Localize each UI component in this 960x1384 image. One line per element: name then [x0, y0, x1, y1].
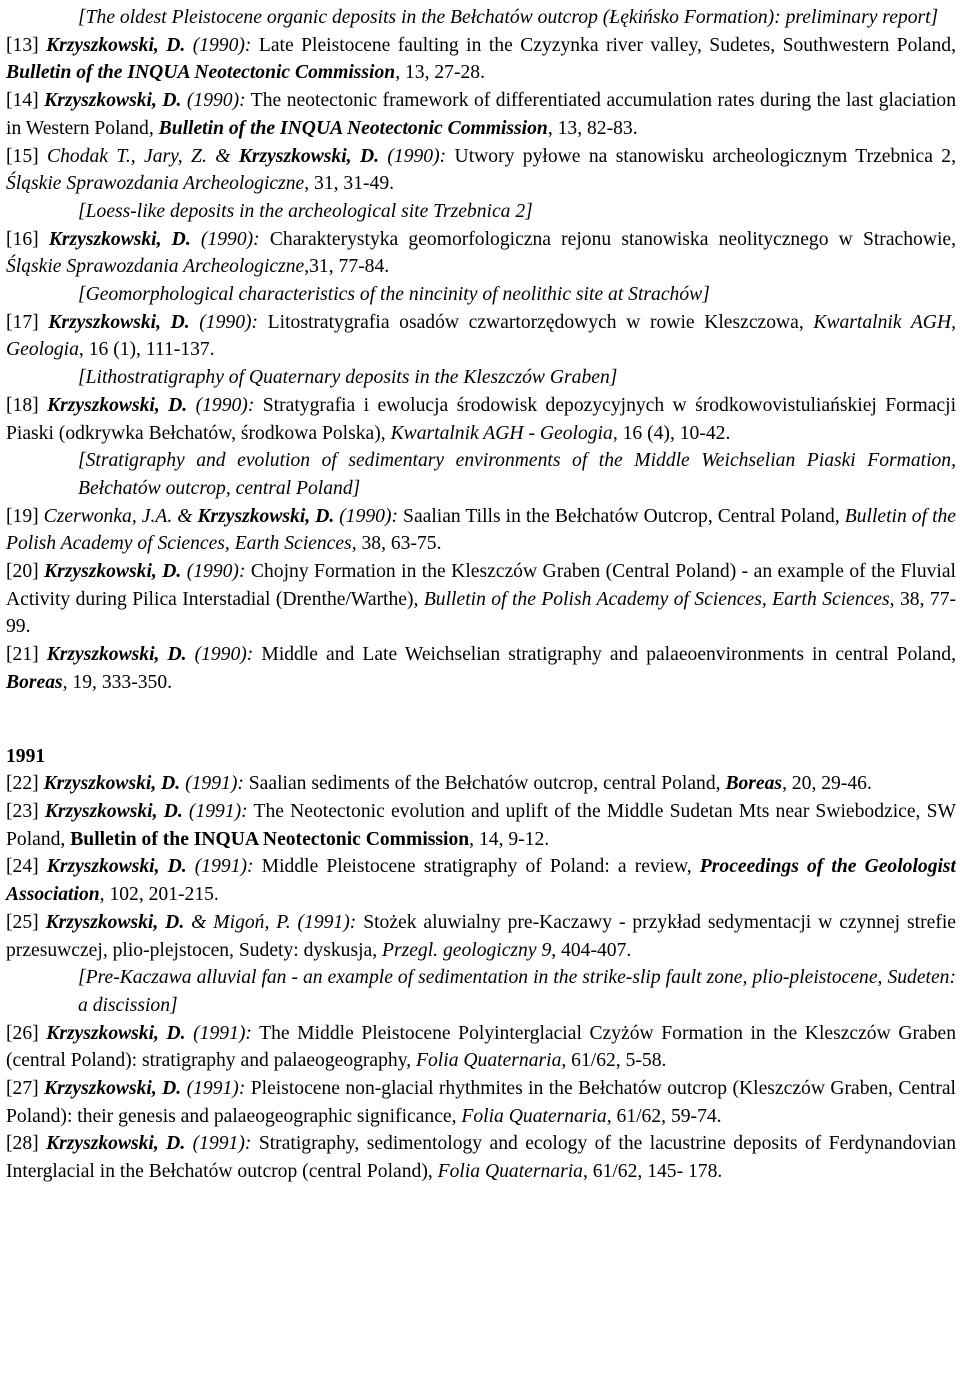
reference-text-run: Krzyszkowski, D.	[238, 145, 379, 167]
reference-text-run: Bulletin of the INQUA Neotectonic Commission	[70, 828, 470, 850]
reference-text-run: The Middle Pleistocene Polyinterglacial Czyżów Formation in the Kleszczów Graben (central Poland): stratigraphy and palaeogeography,	[6, 1022, 956, 1072]
reference-text-run: (1991):	[185, 1133, 252, 1155]
reference-text-run	[39, 35, 46, 56]
reference-text-run: (1990):	[181, 90, 246, 112]
reference-number: [28]	[6, 1133, 39, 1155]
reference-text-run: Krzyszkowski, D.	[197, 505, 335, 527]
year-heading: 1991	[6, 745, 46, 767]
reference-text-run: , 13, 82-83.	[547, 117, 638, 139]
reference-text-run: Stratigraphy, sedimentology and ecology of the lacustrine deposits of Ferdynandovian Interglacial in the Bełchatów outcrop (central Poland),	[6, 1133, 956, 1183]
reference-text-run: Krzyszkowski, D.	[46, 644, 187, 666]
reference-number: [16]	[6, 228, 39, 250]
reference-text-run: , 14, 9-12.	[469, 828, 550, 850]
reference-text-run: Middle Pleistocene stratigraphy of Poland: a review,	[253, 856, 700, 878]
reference-number: [15]	[6, 145, 39, 167]
reference-text-run: Krzyszkowski, D.	[46, 856, 187, 878]
translation-note: [Loess-like deposits in the archeological site Trzebnica 2]	[78, 200, 533, 222]
reference-text-run: Utwory pyłowe na stanowisku archeologicznym Trzebnica 2,	[446, 145, 956, 167]
reference-text-run: , 38, 77-99.	[6, 588, 957, 638]
reference-text-run	[39, 1133, 46, 1154]
reference-text-run: Krzyszkowski, D.	[48, 228, 191, 250]
reference-text-run: Litostratygrafia osadów czwartorzędowych w rowie Kleszczowa,	[258, 311, 814, 333]
reference-text-run: Charakterystyka geomorfologiczna rejonu stanowiska neolitycznego w Strachowie,	[259, 228, 957, 250]
reference-text-run: Krzyszkowski, D.	[44, 1078, 182, 1100]
reference-text-run: (1990):	[187, 394, 255, 416]
reference-text-run: , 404-407.	[551, 939, 632, 961]
reference-text-run: Late Pleistocene faulting in the Czyzynka river valley, Sudetes, Southwestern Poland,	[251, 34, 956, 56]
reference-number: [26]	[6, 1022, 39, 1044]
translation-note: [Stratigraphy and evolution of sedimentary environments of the Middle Weichselian Piaski Formation, Bełchatów outcrop, central Poland]	[78, 450, 956, 499]
reference-number: [20]	[6, 561, 39, 583]
reference-entry	[6, 503, 956, 558]
reference-entry	[6, 1075, 956, 1130]
reference-number: [24]	[6, 856, 39, 878]
translation-note: [Lithostratigraphy of Quaternary deposits in the Kleszczów Graben]	[78, 367, 618, 389]
reference-text-run: (1990):	[181, 561, 246, 583]
reference-entry	[6, 770, 956, 798]
reference-text-run: Krzyszkowski, D.	[48, 311, 190, 333]
reference-text-run: Krzyszkowski, D.	[45, 911, 185, 933]
reference-entry	[6, 909, 956, 964]
reference-text-run: The neotectonic framework of differentiated accumulation rates during the last glaciation in Western Poland,	[6, 90, 956, 139]
reference-text-run: Proceedings of the Geolologist Association	[6, 856, 957, 906]
reference-text-run: Bulletin of the INQUA Neotectonic Commission	[6, 62, 396, 84]
reference-text-run: Stożek aluwialny pre-Kaczawy - przykład sedymentacji w czynnej strefie przesuwczej, plio-plejstocen, Sudety: dyskusja,	[6, 911, 956, 961]
reference-text-run	[39, 856, 47, 877]
reference-text-run	[39, 229, 49, 250]
reference-text-run: Krzyszkowski, D.	[46, 1022, 186, 1044]
reference-number: [23]	[6, 800, 39, 822]
reference-text-run: , 102, 201-215.	[99, 884, 219, 906]
reference-text-run: Kwartalnik AGH, Geologia	[6, 311, 956, 361]
reference-text-run: , 61/62, 145- 178.	[582, 1161, 723, 1183]
reference-entry	[6, 309, 956, 364]
reference-text-run: Folia Quaternaria	[416, 1050, 562, 1072]
reference-text-run: (1991):	[181, 1078, 246, 1100]
reference-number: [25]	[6, 911, 39, 933]
reference-number: [14]	[6, 90, 39, 112]
reference-list-1990	[6, 32, 956, 697]
reference-text-run: Boreas	[725, 773, 783, 795]
reference-number: [18]	[6, 394, 39, 416]
reference-text-run: 61/62, 59-74.	[611, 1105, 722, 1127]
reference-text-run: Czerwonka, J.A. &	[43, 505, 198, 527]
reference-entry	[6, 87, 956, 142]
reference-text-run: (1991):	[186, 856, 254, 878]
reference-text-run: Boreas	[6, 671, 63, 693]
reference-entry	[6, 226, 956, 281]
reference-number: [17]	[6, 311, 39, 333]
reference-entry	[6, 853, 956, 908]
reference-text-run: Chojny Formation in the Kleszczów Graben (Central Poland) - an example of the Fluvial Activity during Pilica Interstadial (Drenthe/Warthe),	[6, 561, 956, 610]
reference-entry	[6, 1130, 956, 1185]
translation-note: [The oldest Pleistocene organic deposits in the Bełchatów outcrop (Łękińsko Formation): preliminary report]	[78, 7, 939, 28]
reference-text-run: & Migoń, P. (1991):	[184, 911, 357, 933]
reference-text-run: Pleistocene non-glacial rhythmites in the Bełchatów outcrop (Kleszczów Graben, Central Poland): their genesis and palaeogeographic significance,	[6, 1078, 956, 1127]
reference-text-run: Krzyszkowski, D.	[44, 90, 182, 112]
reference-entry	[6, 143, 956, 198]
reference-number: [27]	[6, 1078, 39, 1100]
reference-text-run	[39, 312, 49, 333]
section-gap	[6, 697, 956, 743]
reference-text-run: Krzyszkowski, D.	[47, 394, 188, 416]
reference-text-run: (1990):	[334, 505, 399, 527]
reference-text-run: Bulletin of the INQUA Neotectonic Commission	[158, 117, 548, 139]
reference-text-run: Kwartalnik AGH - Geologia	[390, 422, 613, 444]
reference-entry	[6, 798, 956, 853]
reference-text-run: Saalian Tills in the Bełchatów Outcrop, Central Poland,	[398, 505, 845, 527]
reference-text-run: (1990):	[185, 34, 252, 56]
reference-entry	[6, 32, 956, 87]
reference-number: [21]	[6, 644, 39, 666]
reference-text-run: , 31, 31-49.	[304, 173, 395, 195]
reference-text-run: (1991):	[182, 800, 248, 822]
translation-note: [Geomorphological characteristics of the nincinity of neolithic site at Strachów]	[78, 284, 710, 306]
reference-text-run: Krzyszkowski, D.	[46, 34, 186, 56]
reference-text-run: Saalian sediments of the Bełchatów outcrop, central Poland,	[243, 773, 726, 795]
reference-text-run: , 16 (1), 111-137.	[78, 339, 215, 361]
reference-text-run: Middle and Late Weichselian stratigraphy and palaeoenvironments in central Poland,	[253, 644, 956, 666]
reference-text-run: Przegl. geologiczny 9	[382, 939, 552, 961]
reference-text-run: , 13, 27-28.	[395, 62, 485, 84]
reference-number: [13]	[6, 34, 39, 56]
reference-text-run: Folia Quaternaria	[437, 1161, 583, 1183]
reference-text-run	[39, 146, 47, 167]
reference-text-run: Folia Quaternaria,	[461, 1105, 612, 1127]
reference-entry	[6, 1020, 956, 1075]
reference-text-run	[39, 644, 47, 665]
reference-text-run: Stratygrafia i ewolucja środowisk depozycyjnych w środkowovistuliańskiej Formacji Piaski (odkrywka Bełchatów, środkowa Polska),	[6, 394, 957, 444]
reference-text-run: (1991):	[180, 773, 244, 795]
reference-entry	[6, 392, 956, 447]
reference-text-run: Krzyszkowski, D.	[44, 561, 182, 583]
reference-text-run	[39, 395, 47, 416]
reference-text-run: Krzyszkowski, D.	[43, 773, 181, 795]
reference-text-run: (1990):	[190, 228, 260, 250]
reference-entry	[6, 558, 956, 641]
reference-number: [22]	[6, 773, 39, 795]
reference-text-run	[39, 912, 46, 933]
reference-text-run: , 20, 29-46.	[782, 773, 872, 795]
reference-text-run: (1990):	[186, 644, 254, 666]
reference-text-run: Śląskie Sprawozdania Archeologiczne	[6, 256, 305, 278]
reference-text-run: , 61/62, 5-58.	[561, 1050, 667, 1072]
reference-text-run: Bulletin of the Polish Academy of Sciences, Earth Sciences	[6, 505, 957, 555]
reference-text-run: Krzyszkowski, D.	[44, 800, 183, 822]
reference-text-run: Bulletin of the Polish Academy of Sciences, Earth Sciences	[423, 588, 890, 610]
reference-text-run: Krzyszkowski, D.	[46, 1133, 186, 1155]
reference-text-run: (1990):	[189, 311, 259, 333]
reference-text-run: Śląskie Sprawozdania Archeologiczne	[6, 173, 305, 195]
reference-text-run: , 16 (4), 10-42.	[612, 422, 731, 444]
reference-list-1991	[6, 770, 956, 1186]
reference-number: [19]	[6, 505, 39, 527]
reference-text-run: , 38, 63-75.	[351, 533, 442, 555]
reference-text-run: The Neotectonic evolution and uplift of the Middle Sudetan Mts near Swiebodzice, SW Poland,	[6, 800, 956, 850]
reference-text-run: (1991):	[185, 1022, 252, 1044]
reference-text-run: Chodak T., Jary, Z. &	[47, 145, 239, 167]
reference-text-run: ,31, 77-84.	[304, 256, 390, 278]
translation-note: [Pre-Kaczawa alluvial fan - an example of sedimentation in the strike-slip fault zone, plio-pleistocene, Sudeten: a discission]	[78, 967, 956, 1016]
reference-text-run: , 19, 333-350.	[62, 671, 173, 693]
reference-entry	[6, 641, 956, 696]
reference-text-run: (1990):	[379, 145, 447, 167]
